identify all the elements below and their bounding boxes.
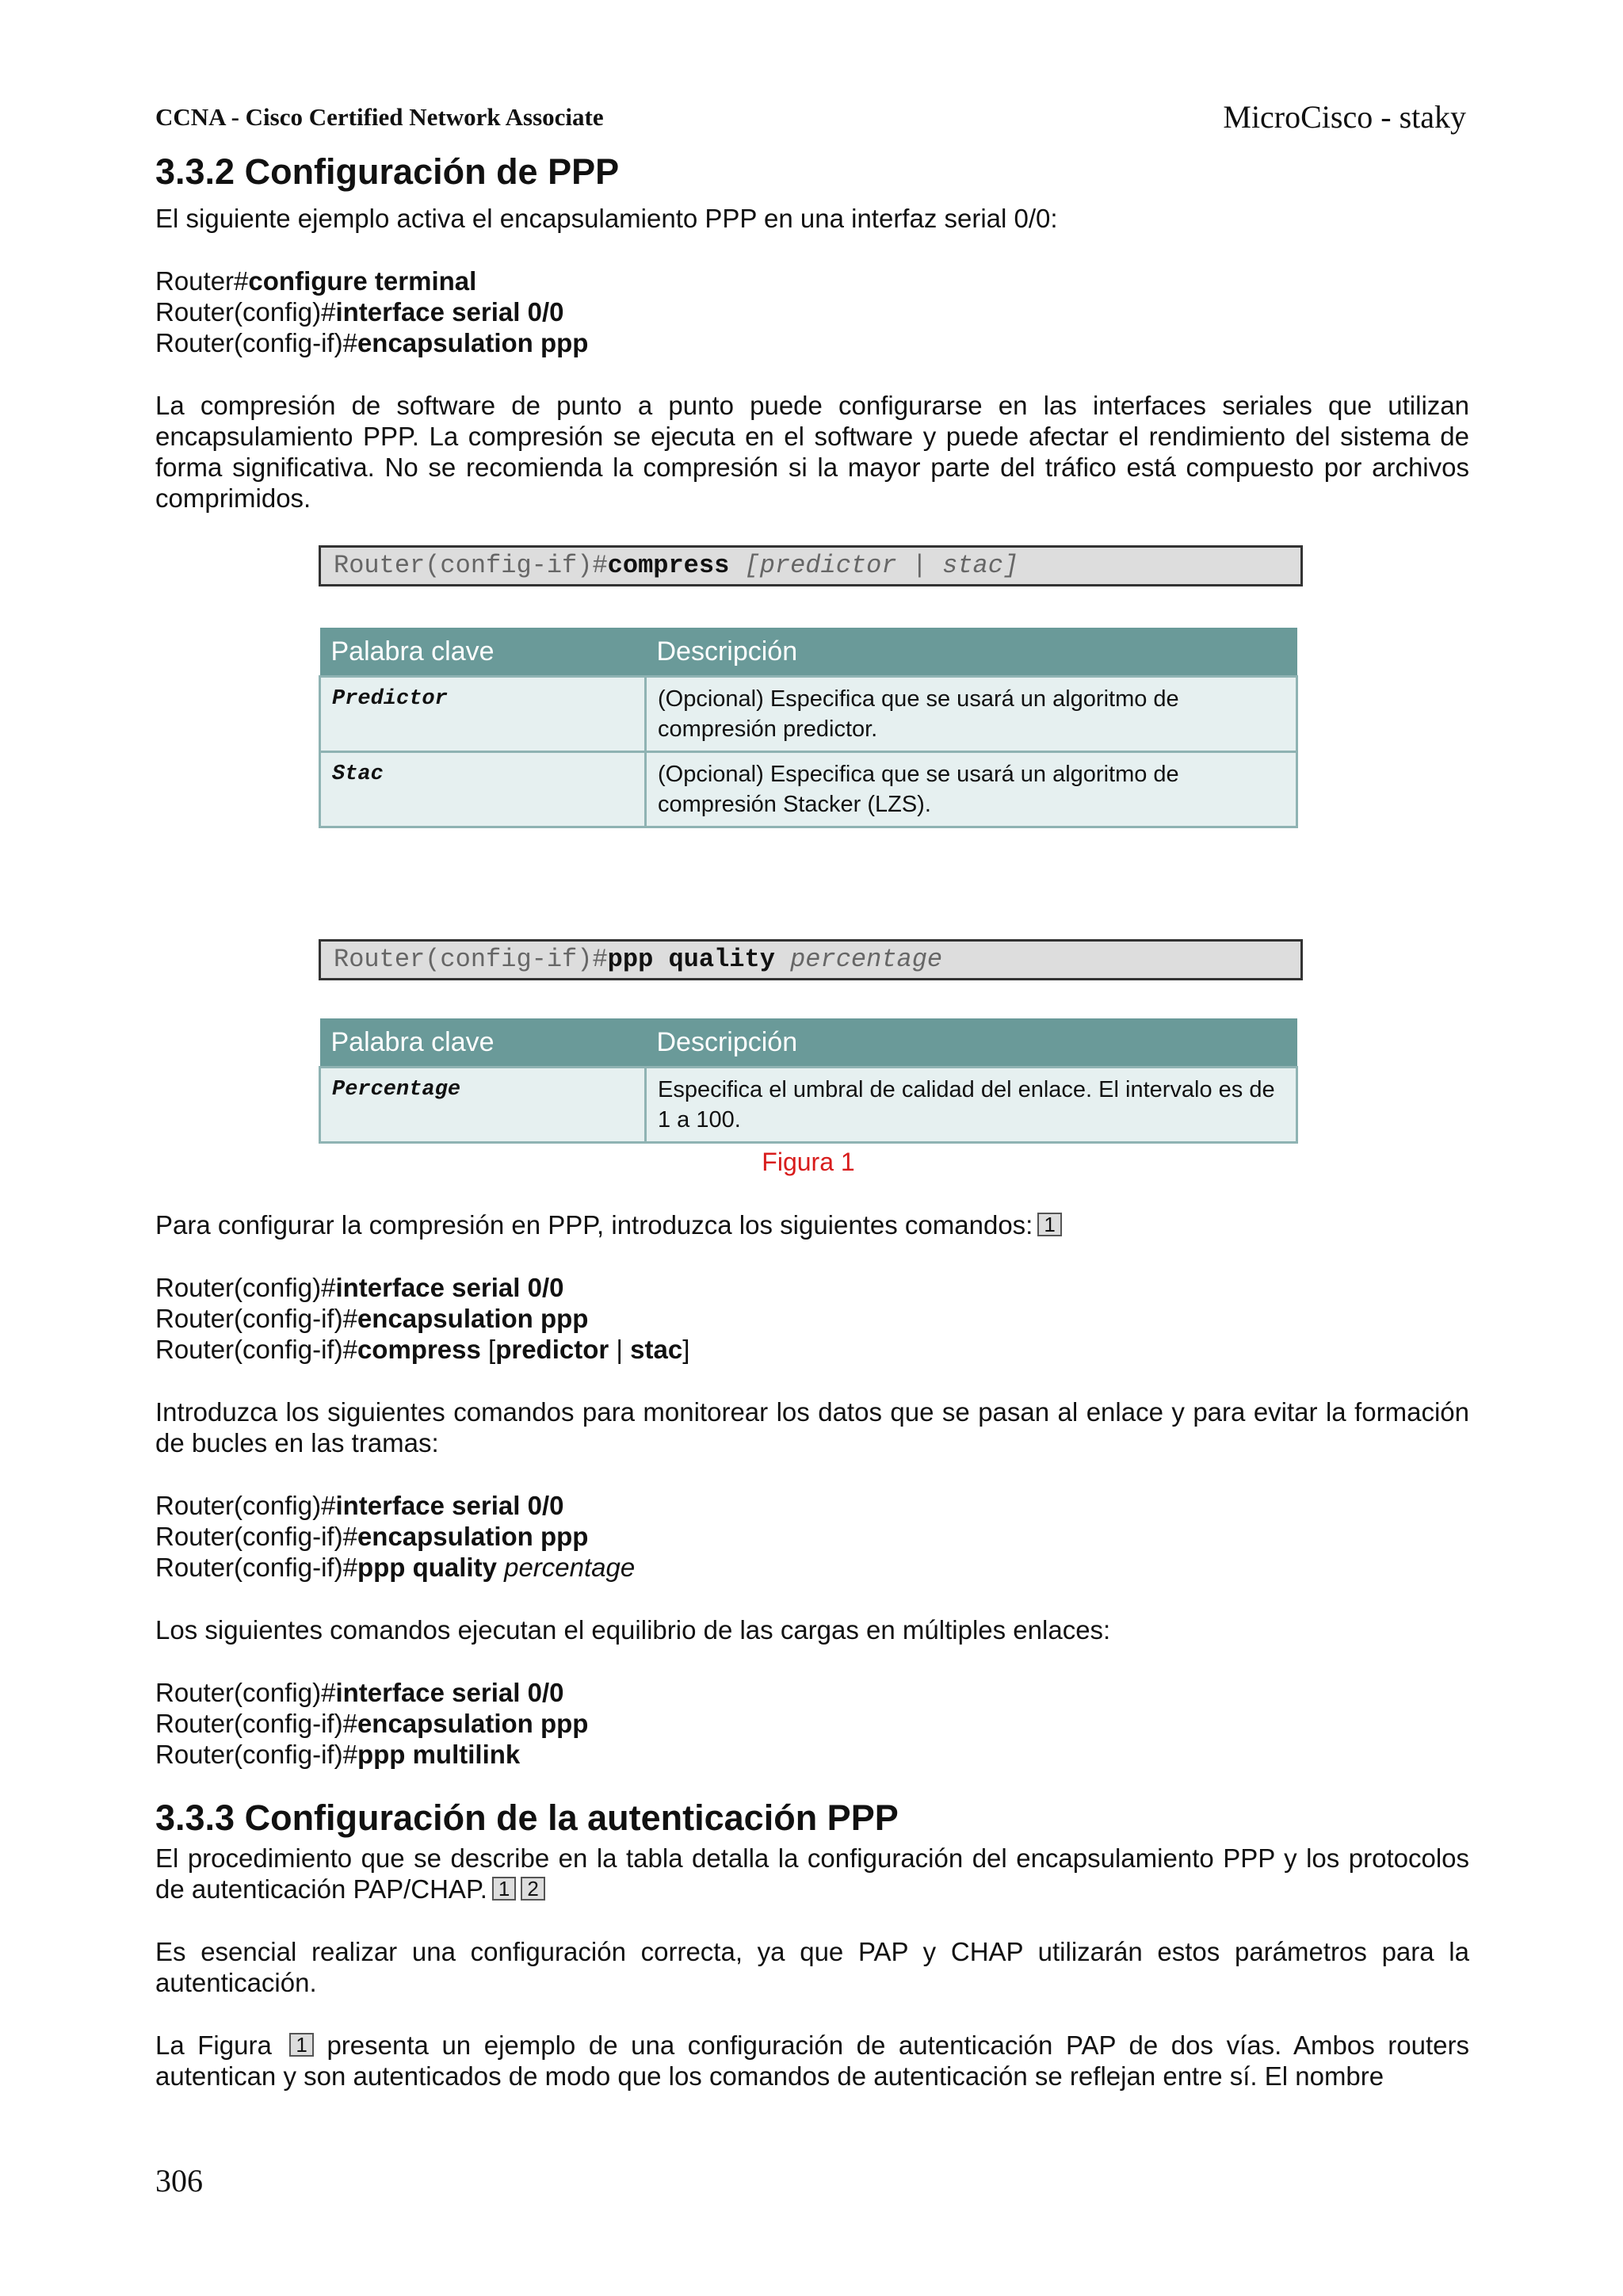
table-header-description: Descripción <box>646 628 1297 677</box>
command-line: Router(config-if)#ppp multilink <box>155 1740 521 1769</box>
figure-caption: Figura 1 <box>762 1148 855 1176</box>
table-header-keyword: Palabra clave <box>320 1018 646 1068</box>
command-line: Router(config-if)#ppp quality percentage <box>155 1553 636 1582</box>
table-header-description: Descripción <box>646 1018 1297 1068</box>
section-3-3-2-title: 3.3.2 Configuración de PPP <box>155 151 620 192</box>
table-row: Stac (Opcional) Especifica que se usará un algoritmo de compresión Stacker (LZS). <box>320 752 1297 827</box>
figure-reference-link[interactable]: 2 <box>521 1877 544 1901</box>
ppp-quality-keyword-table <box>319 1018 1298 1144</box>
command-line: Router(config)#interface serial 0/0 <box>155 1273 564 1302</box>
monitor-paragraph: Introduzca los siguientes comandos para monitorear los datos que se pasan al enlace y para evitar la formación de bucles en las tramas: <box>155 1397 1469 1457</box>
command-line: Router(config-if)#encapsulation ppp <box>155 328 589 357</box>
pap-example-paragraph: La Figura 1 presenta un ejemplo de una configuración de autenticación PAP de dos vías. Ambos routers autentican y son autenticados de modo que los comandos de autenticación se reflejan entre sí. El nombre <box>155 2030 1469 2091</box>
multilink-paragraph: Los siguientes comandos ejecutan el equilibrio de las cargas en múltiples enlaces: <box>155 1615 1111 1645</box>
compress-keyword-table <box>319 628 1298 828</box>
auth-essential-paragraph: Es esencial realizar una configuración correcta, ya que PAP y CHAP utilizarán estos parámetros para la autenticación. <box>155 1937 1469 1997</box>
header-right: MicroCisco - staky <box>1223 99 1466 135</box>
command-block-2 <box>155 1272 1469 1365</box>
compression-config-paragraph: Para configurar la compresión en PPP, introduzca los siguientes comandos: 1 <box>155 1209 1469 1240</box>
header-left: CCNA - Cisco Certified Network Associate <box>155 103 604 131</box>
command-line: Router(config-if)#encapsulation ppp <box>155 1304 589 1333</box>
figure-1 <box>319 545 1349 1178</box>
command-line: Router(config-if)#compress [predictor | stac] <box>155 1335 690 1364</box>
ppp-quality-command-box: Router(config-if)#ppp quality percentage <box>319 939 1303 980</box>
command-line: Router(config)#interface serial 0/0 <box>155 1678 564 1707</box>
page-number: 306 <box>155 2163 203 2199</box>
figure-reference-link[interactable]: 1 <box>492 1877 516 1901</box>
compress-command-box: Router(config-if)#compress [predictor | stac] <box>319 545 1303 586</box>
command-block-1 <box>155 266 1469 358</box>
figure-reference-link[interactable]: 1 <box>289 2033 313 2057</box>
figure-reference-link[interactable]: 1 <box>1037 1213 1061 1236</box>
compression-paragraph: La compresión de software de punto a punto puede configurarse en las interfaces seriales que utilizan encapsulamiento PPP. La compresión se ejecuta en el software y puede afectar el rendimiento del sistema de forma significativa. No se recomienda la compresión si la mayor parte del tráfico está compuesto por archivos comprimidos. <box>155 391 1469 513</box>
command-block-4 <box>155 1677 1469 1770</box>
command-line: Router#configure terminal <box>155 266 477 296</box>
intro-paragraph: El siguiente ejemplo activa el encapsulamiento PPP en una interfaz serial 0/0: <box>155 204 1058 233</box>
table-row: Percentage Especifica el umbral de calidad del enlace. El intervalo es de 1 a 100. <box>320 1068 1297 1143</box>
page-content <box>155 151 1469 2123</box>
command-line: Router(config-if)#encapsulation ppp <box>155 1522 589 1551</box>
table-row: Predictor (Opcional) Especifica que se usará un algoritmo de compresión predictor. <box>320 677 1297 752</box>
command-block-3 <box>155 1490 1469 1583</box>
command-line: Router(config-if)#encapsulation ppp <box>155 1709 589 1738</box>
auth-procedure-paragraph: El procedimiento que se describe en la tabla detalla la configuración del encapsulamiento PPP y los protocolos de autenticación PAP/CHAP. 1 2 <box>155 1843 1469 1904</box>
command-line: Router(config)#interface serial 0/0 <box>155 297 564 327</box>
table-header-keyword: Palabra clave <box>320 628 646 677</box>
section-3-3-3-title: 3.3.3 Configuración de la autenticación PPP <box>155 1797 899 1838</box>
command-line: Router(config)#interface serial 0/0 <box>155 1491 564 1520</box>
